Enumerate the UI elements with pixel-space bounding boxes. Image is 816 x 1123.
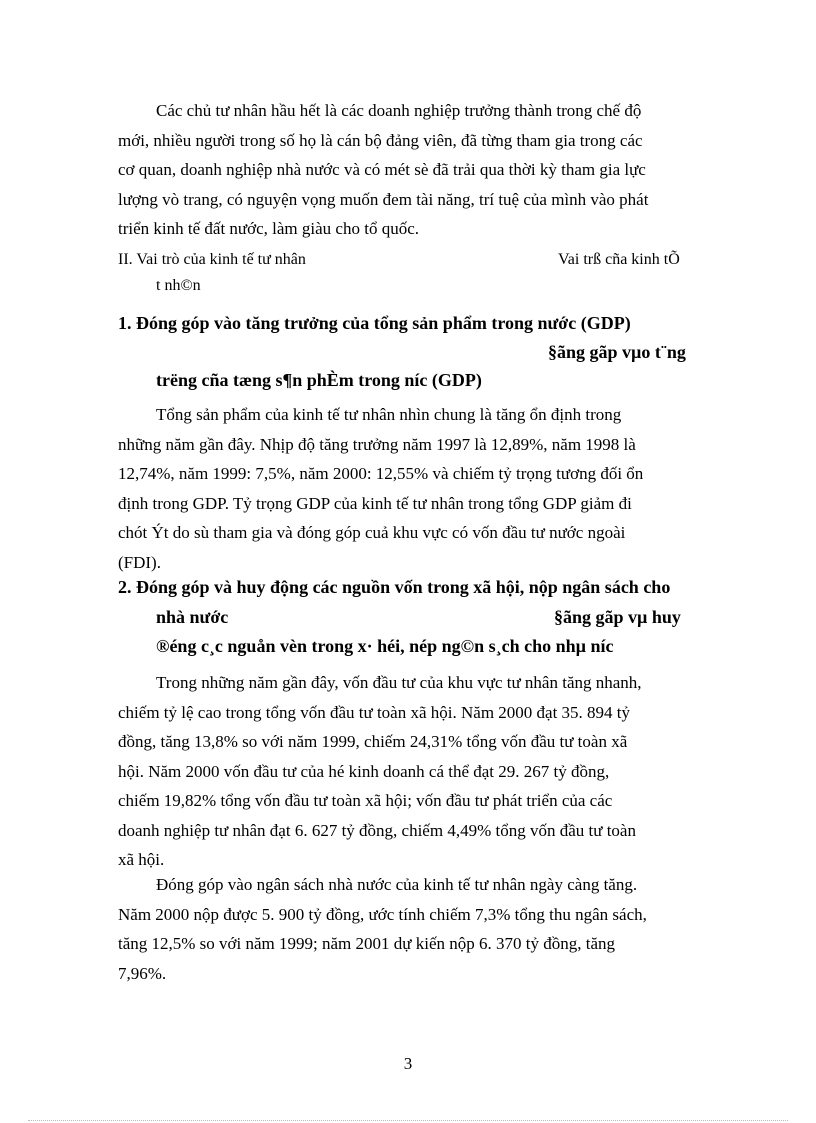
paragraph-budget bbox=[118, 870, 718, 988]
section-title-encoded: Vai trß cña kinh tÕ bbox=[558, 251, 680, 268]
text-line: chiếm 19,82% tổng vốn đầu tư toàn xã hội; vốn đầu tư phát triển của các bbox=[118, 791, 613, 810]
text-line: cơ quan, doanh nghiệp nhà nước và có mét sè đã trải qua thời kỳ tham gia lực bbox=[118, 160, 646, 179]
paragraph-capital bbox=[118, 668, 718, 875]
text-line: hội. Năm 2000 vốn đầu tư của hé kinh doanh cá thể đạt 29. 267 tỷ đồng, bbox=[118, 761, 610, 781]
text-line: (FDI). bbox=[118, 552, 161, 572]
text-line: mới, nhiều người trong số họ là cán bộ đảng viên, đã từng tham gia trong các bbox=[118, 130, 643, 150]
heading-capital-encoded: §ãng gãp vµ huy bbox=[554, 607, 681, 627]
text-line: Đóng góp vào ngân sách nhà nước của kinh tế tư nhân ngày càng tăng. bbox=[156, 875, 638, 894]
text-line: doanh nghiệp tư nhân đạt 6. 627 tỷ đồng, chiếm 4,49% tổng vốn đầu tư toàn bbox=[118, 820, 636, 840]
text-line: chót Ýt do sù tham gia và đóng góp cuả khu vực có vốn đầu tư nước ngoài bbox=[118, 523, 626, 542]
text-line: lượng vò trang, có nguyện vọng muốn đem tài năng, trí tuệ của mình vào phát bbox=[118, 189, 649, 209]
text-line: Tổng sản phẩm của kinh tế tư nhân nhìn chung là tăng ổn định trong bbox=[156, 405, 622, 424]
text-line: đồng, tăng 13,8% so với năm 1999, chiếm 24,31% tổng vốn đầu tư toàn xã bbox=[118, 732, 628, 751]
text-line: những năm gần đây. Nhịp độ tăng trưởng năm 1997 là 12,89%, năm 1998 là bbox=[118, 434, 636, 454]
text-line: chiếm tỷ lệ cao trong tổng vốn đầu tư toàn xã hội. Năm 2000 đạt 35. 894 tỷ bbox=[118, 702, 631, 722]
section-title-encoded-cont: t nh©n bbox=[156, 277, 201, 294]
section-title: II. Vai trò của kinh tế tư nhân bbox=[118, 251, 306, 268]
text-line: Các chủ tư nhân hầu hết là các doanh nghiệp trưởng thành trong chế độ bbox=[156, 101, 642, 120]
text-line: 12,74%, năm 1999: 7,5%, năm 2000: 12,55% và chiếm tỷ trọng tương đối ổn bbox=[118, 464, 644, 483]
heading-capital-encoded-cont: ®éng c¸c nguån vèn trong x· héi, nép ng©n s¸ch cho nhµ níc bbox=[156, 636, 614, 656]
text-line: xã hội. bbox=[118, 850, 165, 869]
page-number: 3 bbox=[403, 1054, 413, 1073]
paragraph-gdp bbox=[118, 400, 718, 577]
heading-gdp-encoded-cont: trëng cña tæng s¶n phÈm trong níc (GDP) bbox=[156, 370, 482, 390]
paragraph-intro bbox=[118, 96, 718, 244]
text-line: Năm 2000 nộp được 5. 900 tỷ đồng, ước tính chiếm 7,3% tổng thu ngân sách, bbox=[118, 904, 647, 924]
text-line: tăng 12,5% so với năm 1999; năm 2001 dự kiến nộp 6. 370 tỷ đồng, tăng bbox=[118, 934, 615, 953]
heading-capital: 2. Đóng góp và huy động các nguồn vốn trong xã hội, nộp ngân sách cho bbox=[118, 577, 671, 597]
heading-gdp: 1. Đóng góp vào tăng trưởng của tổng sản phẩm trong nước (GDP) bbox=[118, 313, 631, 333]
page-border-line bbox=[28, 1120, 788, 1121]
text-line: Trong những năm gần đây, vốn đầu tư của khu vực tư nhân tăng nhanh, bbox=[156, 673, 642, 692]
heading-capital-cont: nhà nước bbox=[156, 607, 229, 627]
text-line: 7,96%. bbox=[118, 963, 167, 983]
text-line: định trong GDP. Tỷ trọng GDP của kinh tế tư nhân trong tổng GDP giảm đi bbox=[118, 493, 632, 513]
text-line: triển kinh tế đất nước, làm giàu cho tổ quốc. bbox=[118, 219, 419, 238]
heading-gdp-encoded: §ãng gãp vµo t¨ng bbox=[548, 342, 686, 362]
